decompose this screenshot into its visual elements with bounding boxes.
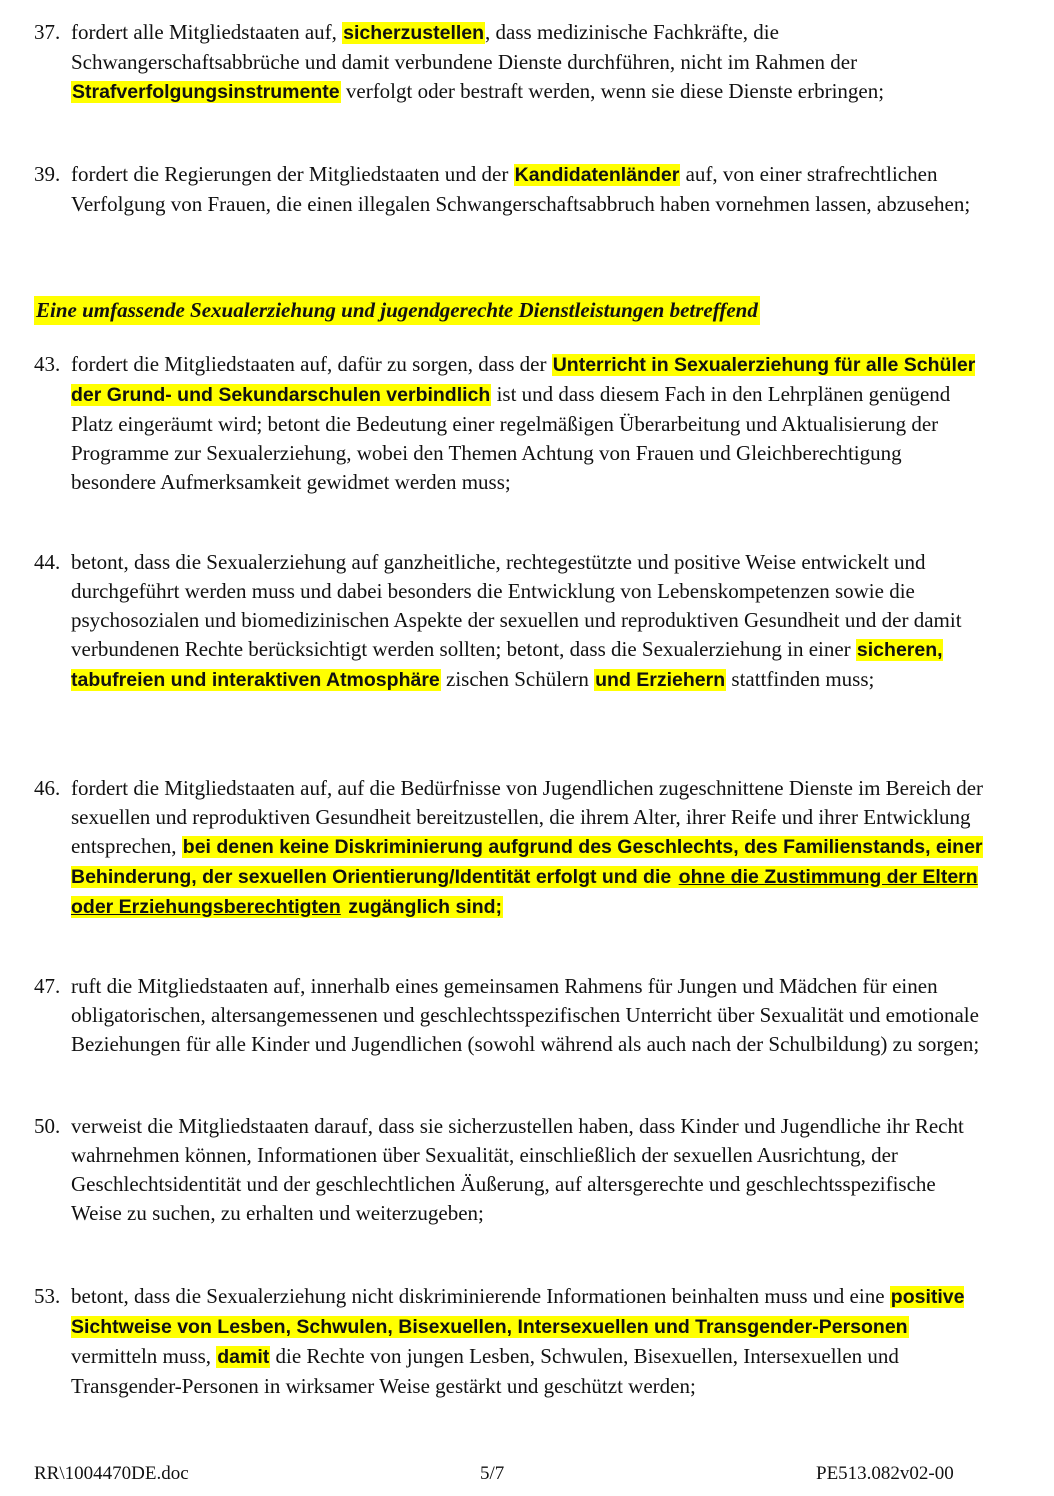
paragraph-text: [71, 160, 984, 219]
paragraph-number: 46.: [34, 776, 61, 800]
paragraph-text: [71, 1282, 984, 1401]
highlighted-text: Strafverfolgungsinstrumente: [72, 81, 340, 103]
paragraph-43: [34, 350, 984, 497]
highlighted-text: sicheren, tabufreien und interaktiven Atmosphäre: [71, 639, 943, 691]
paragraph-37: [34, 18, 984, 107]
paragraph-text: [71, 774, 984, 922]
paragraph-text-segment: betont, dass die Sexualerziehung nicht diskriminierende Informationen beinhalten muss und eine: [71, 1284, 890, 1308]
highlighted-text: Kandidatenländer: [514, 164, 680, 186]
paragraph-50: [34, 1112, 984, 1228]
highlighted-text: damit: [217, 1346, 270, 1368]
paragraph-text-segment: verweist die Mitgliedstaaten darauf, dass sie sicherzustellen haben, dass Kinder und Jugendliche ihr Recht wahrnehmen können, Informationen über Sexualität, einschließlich der sexuellen Ausrichtung, der Geschlechtsidentität und der geschlechtlichen Äußerung, auf altersgerechte und geschlechtsspezifische Weise zu suchen, zu erhalten und weiterzugeben;: [71, 1114, 964, 1225]
highlighted-text: zugänglich sind;: [342, 896, 503, 918]
highlighted-text: positive Sichtweise von Lesben, Schwulen, Bisexuellen, Intersexuellen und Transgender-Personen: [71, 1286, 965, 1338]
paragraph-text: [71, 1112, 984, 1228]
paragraph-number: 43.: [34, 352, 61, 376]
paragraph-46: [34, 774, 984, 922]
paragraph-text-segment: betont, dass die Sexualerziehung auf ganzheitliche, rechtegestützte und positive Weise entwickelt und durchgeführt werden muss und dabei besonders die Entwicklung von Lebenskompetenzen sowie die psychosozialen und biomedizinischen Aspekte der sexuellen und reproduktiven Gesundheit und der damit verbundenen Rechte berücksichtigt werden sollten; betont, dass die Sexualerziehung in einer: [71, 550, 962, 661]
section-heading: Eine umfassende Sexualerziehung und jugendgerechte Dienstleistungen betreffend: [34, 296, 760, 325]
paragraph-44: [34, 548, 984, 695]
footer-page-number: 5/7: [480, 1463, 505, 1484]
highlighted-text: ohne die Zustimmung der Eltern oder Erziehungsberechtigten: [71, 866, 978, 918]
paragraph-text-segment: fordert die Regierungen der Mitgliedstaaten und der: [71, 162, 514, 186]
paragraph-text: [71, 548, 984, 695]
paragraph-53: [34, 1282, 984, 1401]
highlighted-text: Unterricht in Sexualerziehung für alle Schüler der Grund- und Sekundarschulen verbindlich: [71, 354, 976, 406]
paragraph-number: 44.: [34, 550, 61, 574]
paragraph-number: 47.: [34, 974, 61, 998]
paragraph-text: [71, 18, 984, 107]
footer-pe-number: PE513.082v02-00: [816, 1463, 954, 1484]
paragraph-number: 50.: [34, 1114, 61, 1138]
paragraph-text: [71, 350, 984, 497]
paragraph-text-segment: ist und dass diesem Fach in den Lehrplänen genügend Platz eingeräumt wird; betont die Bedeutung einer regelmäßigen Überarbeitung und Aktualisierung der Programme zur Sexualerziehung, wobei den Themen Achtung von Frauen und Gleichberechtigung besondere Aufmerksamkeit gewidmet werden muss;: [71, 382, 951, 494]
highlighted-text: und Erziehern: [595, 669, 726, 691]
paragraph-text-segment: fordert die Mitgliedstaaten auf, dafür zu sorgen, dass der: [71, 352, 552, 376]
paragraph-text-segment: verfolgt oder bestraft werden, wenn sie diese Dienste erbringen;: [340, 79, 885, 103]
paragraph-47: [34, 972, 984, 1059]
paragraph-text-segment: stattfinden muss;: [726, 667, 875, 691]
paragraph-text-segment: ruft die Mitgliedstaaten auf, innerhalb eines gemeinsamen Rahmens für Jungen und Mädchen für einen obligatorischen, altersangemessenen und geschlechtsspezifischen Unterricht über Sexualität und emotionale Beziehungen für alle Kinder und Jugendlichen (sowohl während als auch nach der Schulbildung) zu sorgen;: [71, 974, 980, 1056]
footer-doc-ref: RR\1004470DE.doc: [34, 1463, 189, 1484]
paragraph-text-segment: auf, von einer strafrechtlichen Verfolgung von Frauen, die einen illegalen Schwangerschaftsabbruch haben vornehmen lassen, abzusehen;: [71, 162, 971, 216]
paragraph-number: 39.: [34, 162, 61, 186]
paragraph-text-segment: zischen Schülern: [440, 667, 595, 691]
paragraph-text-segment: vermitteln muss,: [71, 1344, 217, 1368]
paragraph-39: [34, 160, 984, 219]
highlighted-text: sicherzustellen: [343, 22, 485, 44]
paragraph-text: [71, 972, 984, 1059]
paragraph-text-segment: fordert alle Mitgliedstaaten auf,: [71, 20, 343, 44]
paragraph-number: 37.: [34, 20, 61, 44]
paragraph-text-segment: die Rechte von jungen Lesben, Schwulen, Bisexuellen, Intersexuellen und Transgender-Personen in wirksamer Weise gestärkt und geschützt werden;: [71, 1344, 899, 1398]
paragraph-text-segment: fordert die Mitgliedstaaten auf, auf die Bedürfnisse von Jugendlichen zugeschnittene Dienste im Bereich der sexuellen und reproduktiven Gesundheit bereitzustellen, die ihrem Alter, ihrer Reife und ihrer Entwicklung entsprechen,: [71, 776, 984, 858]
highlighted-text: bei denen keine Diskriminierung aufgrund des Geschlechts, des Familienstands, einer Behinderung, der sexuellen Orientierung/Identität erfolgt und die: [71, 836, 983, 888]
paragraph-number: 53.: [34, 1284, 61, 1308]
paragraph-text-segment: , dass medizinische Fachkräfte, die Schwangerschaftsabbrüche und damit verbundene Dienste durchführen, nicht im Rahmen der: [71, 20, 858, 74]
